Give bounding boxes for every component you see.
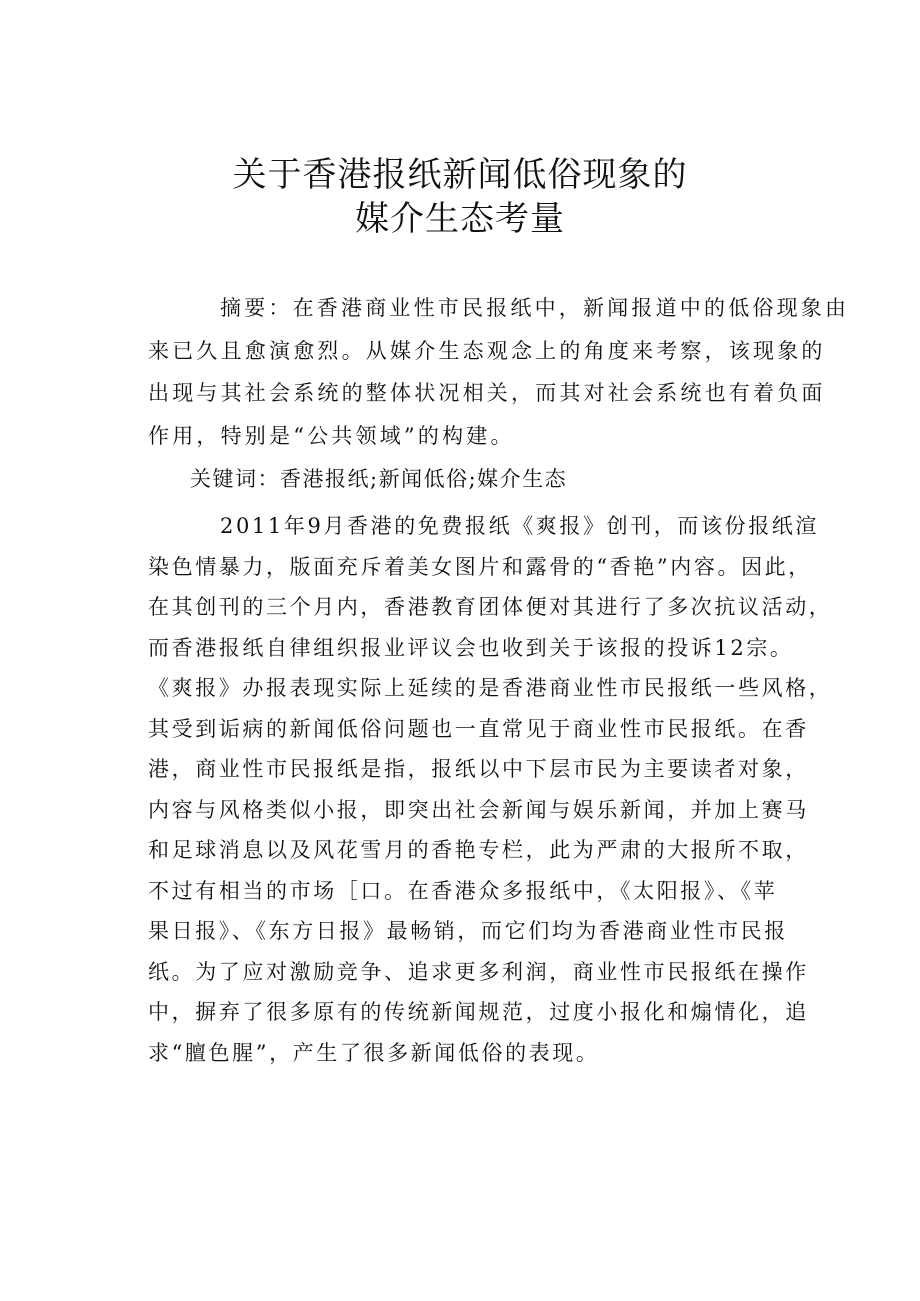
body-paragraph <box>148 506 833 1073</box>
body-line: 染色情暴力，版面充斥着美女图片和露骨的“香艳”内容。因此， <box>148 554 812 579</box>
abstract-line: 来已久且愈演愈烈。从媒介生态观念上的角度来考察，该现象的 <box>148 338 826 363</box>
body-line: 港，商业性市民报纸是指，报纸以中下层市民为主要读者对象， <box>148 757 809 781</box>
body-line: 果日报》、《东方日报》最畅销，而它们均为香港商业性市民报 <box>148 919 788 943</box>
keywords: 关键词：香港报纸;新闻低俗;媒介生态 <box>190 467 568 491</box>
body-line: 和足球消息以及风花雪月的香艳专栏，此为严肃的大报所不取， <box>148 838 809 862</box>
title-line-1: 关于香港报纸新闻低俗现象的 <box>232 155 688 195</box>
body-line: 《爽报》办报表现实际上延续的是香港商业性市民报纸一些风格， <box>148 676 833 700</box>
abstract-line: 摘要：在香港商业性市民报纸中，新闻报道中的低俗现象由 <box>220 296 850 320</box>
body-line: 其受到诟病的新闻低俗问题也一直常见于商业性市民报纸。在香 <box>148 716 809 741</box>
body-line: 在其创刊的三个月内，香港教育团体便对其进行了多次抗议活动， <box>148 595 833 619</box>
title-line-2: 媒介生态考量 <box>355 199 565 239</box>
body-line: 内容与风格类似小报，即突出社会新闻与娱乐新闻，并加上赛马 <box>148 797 809 822</box>
body-line: 中，摒弃了很多原有的传统新闻规范，过度小报化和煽情化，追 <box>148 1000 809 1024</box>
abstract-line: 作用，特别是“公共领域”的构建。 <box>148 423 515 448</box>
abstract-line: 出现与其社会系统的整体状况相关，而其对社会系统也有着负面 <box>148 381 826 405</box>
abstract <box>148 287 850 457</box>
body-line: 不过有相当的市场［口。在香港众多报纸中，《太阳报》、《苹 <box>148 878 778 903</box>
body-line: 2011年9月香港的免费报纸《爽报》创刊，而该份报纸渲 <box>220 514 820 538</box>
body-line: 求“膻色腥”，产生了很多新闻低俗的表现。 <box>148 1040 600 1065</box>
body-line: 纸。为了应对激励竞争、追求更多利润，商业性市民报纸在操作 <box>148 959 809 984</box>
body-line: 而香港报纸自律组织报业评议会也收到关于该报的投诉12宗。 <box>148 635 794 660</box>
